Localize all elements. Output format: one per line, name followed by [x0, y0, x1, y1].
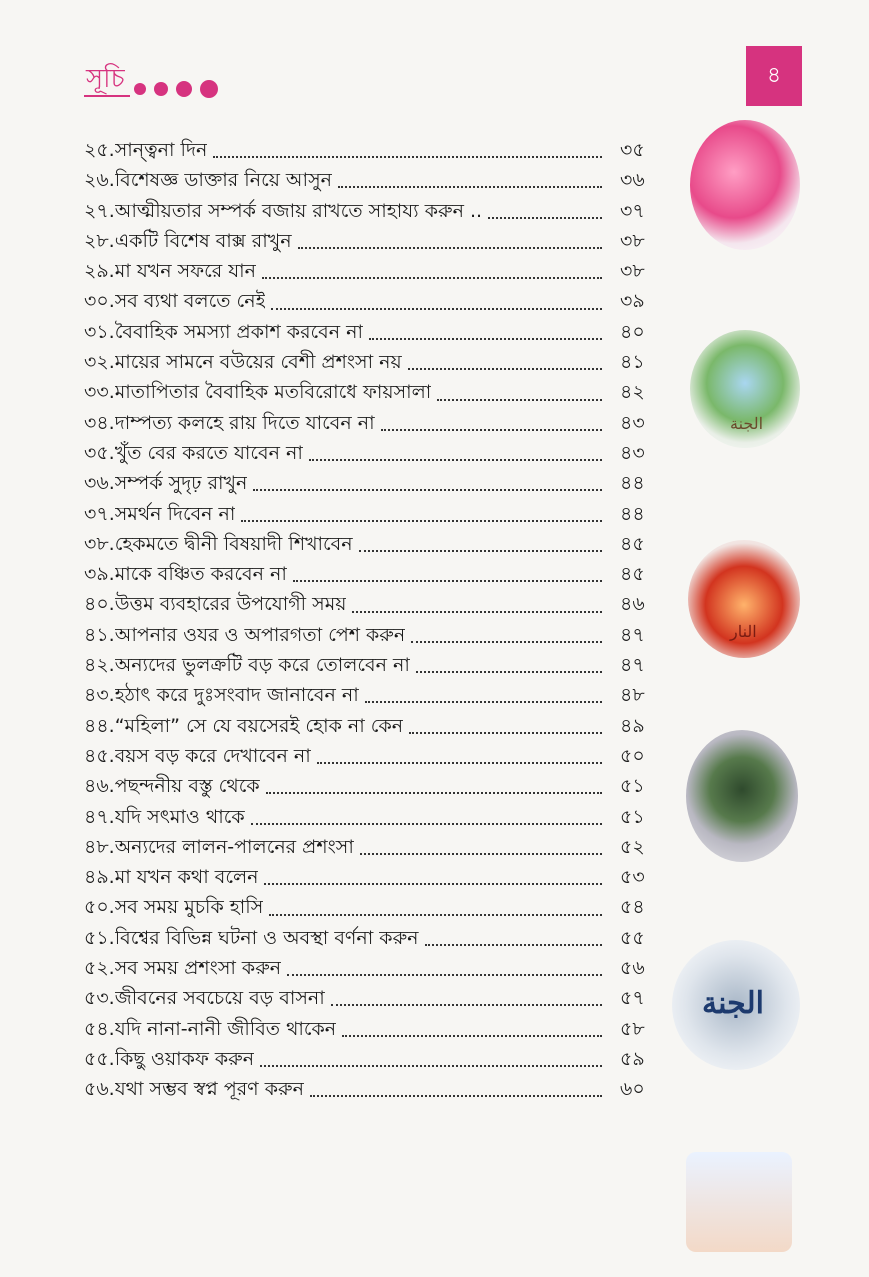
toc-item-page: ৪৪: [620, 502, 645, 525]
toc-item-number: ৪৮.: [84, 835, 115, 858]
toc-item-page: ৪১: [620, 351, 645, 374]
toc-item-page: ৪৭: [620, 654, 645, 677]
toc-item-number: ৪৭.: [84, 805, 115, 828]
toc-item-page: ৩৬: [620, 169, 645, 192]
dot-leader: [251, 823, 602, 825]
dot-leader: [488, 217, 602, 219]
toc-item: [84, 651, 680, 681]
dot-leader: [359, 550, 602, 552]
toc-item-number: ৫৫.: [84, 1047, 115, 1070]
toc-item-title: একটি বিশেষ বাক্স রাখুন: [114, 229, 292, 252]
toc-item-number: ৫৪.: [84, 1017, 115, 1040]
toc-item-page: ৫৫: [620, 926, 645, 949]
paradise-dome-image: [690, 330, 800, 448]
toc-item-number: ৩০.: [84, 290, 115, 313]
dot-leader: [271, 308, 602, 310]
dot-leader: [408, 368, 602, 370]
toc-item-title: খুঁত বের করতে যাবেন না: [114, 441, 303, 464]
toc-item: [84, 954, 680, 984]
toc-item-title: যদি সৎমাও থাকে: [114, 805, 245, 828]
toc-item: [84, 984, 680, 1014]
dot-leader: [365, 701, 602, 703]
dot-leader: [287, 974, 602, 976]
toc-item-page: ৫৪: [620, 896, 645, 919]
dome-label: النار: [730, 622, 757, 641]
toc-item: [84, 560, 680, 590]
dot-leader: [416, 671, 602, 673]
mosque-arch-image: [686, 1152, 792, 1252]
dot-leader: [409, 732, 602, 734]
toc-item-title: পছন্দনীয় বস্তু থেকে: [114, 775, 260, 798]
toc-item: [84, 1075, 680, 1105]
toc-item-title: অন্যদের লালন-পালনের প্রশংসা: [114, 835, 354, 858]
toc-item-title: বৈবাহিক সমস্যা প্রকাশ করবেন না: [114, 320, 363, 343]
toc-item-title: মা যখন সফরে যান: [114, 260, 256, 283]
toc-item: [84, 227, 680, 257]
dot-leader: [425, 944, 603, 946]
toc-item-page: ৩৭: [620, 199, 645, 222]
dot-leader: [260, 1065, 602, 1067]
toc-item-number: ২৭.: [84, 199, 115, 222]
dot-icon: [154, 82, 168, 96]
calligraphy-label: الجنة: [702, 986, 764, 1021]
toc-item-title: উত্তম ব্যবহারের উপযোগী সময়: [114, 593, 347, 616]
dot-leader: [293, 580, 602, 582]
dot-leader: [269, 914, 602, 916]
toc-item-number: ৩৪.: [84, 411, 115, 434]
toc-item-page: ৫১: [620, 775, 645, 798]
toc-item-title: সম্পর্ক সুদৃঢ় রাখুন: [114, 472, 248, 495]
toc-item-page: ৩৯: [620, 290, 645, 313]
toc-item-number: ৫২.: [84, 957, 115, 980]
toc-item-page: ৪৭: [620, 623, 645, 646]
dome-label: الجنة: [730, 414, 764, 433]
table-of-contents: [84, 136, 680, 1106]
toc-item-number: ৩৩.: [84, 381, 115, 404]
toc-item-page: ৩৫: [620, 139, 645, 161]
toc-item: [84, 803, 680, 833]
toc-item-page: ৫৭: [620, 987, 645, 1010]
toc-item: [84, 863, 680, 893]
dot-leader: [338, 186, 602, 188]
toc-item-page: ৫৮: [620, 1017, 645, 1040]
toc-item-number: ৩৫.: [84, 441, 115, 464]
toc-item-number: ৩৬.: [84, 472, 115, 495]
toc-item: [84, 348, 680, 378]
toc-item: [84, 590, 680, 620]
toc-item: [84, 681, 680, 711]
toc-item: [84, 742, 680, 772]
dot-leader: [309, 459, 602, 461]
toc-item: [84, 893, 680, 923]
dot-leader: [266, 792, 602, 794]
toc-item-page: ৪৮: [620, 684, 645, 707]
toc-item-page: ৪৫: [620, 532, 645, 555]
toc-item-number: ৪২.: [84, 654, 115, 677]
toc-item-page: ৪৪: [620, 472, 645, 495]
toc-item-title: সান্ত্বনা দিন: [114, 139, 208, 161]
toc-item: [84, 257, 680, 287]
toc-item: [84, 136, 680, 166]
toc-item: [84, 439, 680, 469]
toc-item-title: হঠাৎ করে দুঃসংবাদ জানাবেন না: [114, 684, 359, 707]
toc-item-number: ৪১.: [84, 623, 115, 646]
toc-item-title: বিশ্বের বিভিন্ন ঘটনা ও অবস্থা বর্ণনা করুন: [114, 926, 419, 949]
title-dots: [134, 80, 218, 98]
toc-item-number: ৪৬.: [84, 775, 115, 798]
dot-leader: [298, 247, 602, 249]
toc-item-title: যথা সম্ভব স্বপ্ন পূরণ করুন: [114, 1078, 304, 1101]
toc-item-title: আপনার ওযর ও অপারগতা পেশ করুন: [114, 623, 406, 646]
toc-item-title: যদি নানা-নানী জীবিত থাকেন: [114, 1017, 337, 1040]
toc-item-title: সব সময় প্রশংসা করুন: [114, 957, 282, 980]
toc-item: [84, 287, 680, 317]
dot-icon: [176, 81, 192, 97]
toc-item-page: ৪৬: [620, 593, 645, 616]
toc-item-page: ৩৮: [620, 260, 645, 283]
dot-leader: [241, 520, 602, 522]
toc-item-title: বয়স বড় করে দেখাবেন না: [114, 744, 311, 767]
toc-item-page: ৫৯: [620, 1047, 645, 1070]
toc-item-page: ৫৩: [620, 866, 645, 889]
dot-icon: [134, 83, 146, 95]
toc-item-number: ৩২.: [84, 351, 115, 374]
toc-item: [84, 1015, 680, 1045]
dot-leader: [310, 1095, 602, 1097]
page-number-badge: ৪: [746, 46, 802, 106]
toc-item-number: ৫৬.: [84, 1078, 115, 1101]
toc-item-title: মাতাপিতার বৈবাহিক মতবিরোধে ফায়সালা: [114, 381, 432, 404]
toc-item: [84, 197, 680, 227]
toc-item-title: সব সময় মুচকি হাসি: [114, 896, 264, 919]
toc-item-title: “মহিলা” সে যে বয়সেরই হোক না কেন: [114, 714, 404, 737]
toc-item: [84, 530, 680, 560]
dot-leader: [360, 853, 602, 855]
toc-item-page: ৪৫: [620, 563, 645, 586]
toc-item-page: ৫০: [620, 744, 645, 767]
toc-item-number: ২৬.: [84, 169, 115, 192]
toc-item-page: ৪৯: [620, 714, 645, 737]
dot-leader: [369, 338, 602, 340]
toc-item-title: সব ব্যথা বলতে নেই: [114, 290, 266, 313]
dot-leader: [331, 1004, 602, 1006]
toc-item-number: ২৫.: [84, 139, 115, 161]
toc-item-title: কিছু ওয়াকফ করুন: [114, 1047, 255, 1070]
toc-item-title: জীবনের সবচেয়ে বড় বাসনা: [114, 987, 325, 1010]
toc-item-page: ৬০: [620, 1078, 645, 1101]
toc-item-title: আত্মীয়তার সম্পর্ক বজায় রাখতে সাহায্য করুন ..: [114, 199, 483, 222]
toc-item: [84, 924, 680, 954]
toc-item: [84, 833, 680, 863]
page-title: সূচি: [86, 64, 125, 94]
toc-item: [84, 318, 680, 348]
jannah-calligraphy-image: [672, 940, 800, 1070]
toc-item-page: ৪০: [620, 320, 645, 343]
dot-leader: [437, 399, 602, 401]
toc-item-title: বিশেষজ্ঞ ডাক্তার নিয়ে আসুন: [114, 169, 332, 192]
dot-leader: [342, 1035, 602, 1037]
dot-leader: [317, 762, 602, 764]
dot-leader: [264, 883, 602, 885]
toc-item-number: ৪০.: [84, 593, 115, 616]
toc-item-page: ৫৬: [620, 957, 645, 980]
dot-leader: [381, 429, 602, 431]
toc-item-title: মাকে বঞ্চিত করবেন না: [114, 563, 287, 586]
toc-item: [84, 378, 680, 408]
toc-item: [84, 469, 680, 499]
toc-item-number: ৩৮.: [84, 532, 115, 555]
toc-item-page: ৪৩: [620, 411, 645, 434]
toc-item: [84, 409, 680, 439]
toc-item-title: অন্যদের ভুলক্রটি বড় করে তোলবেন না: [114, 654, 410, 677]
toc-item: [84, 772, 680, 802]
toc-item-number: ৪৪.: [84, 714, 115, 737]
toc-item: [84, 166, 680, 196]
toc-item: [84, 712, 680, 742]
toc-item-number: ৫৩.: [84, 987, 115, 1010]
toc-item: [84, 621, 680, 651]
toc-item-number: ৩৭.: [84, 502, 115, 525]
toc-item-number: ৩৯.: [84, 563, 115, 586]
toc-item-title: হেকমতে দ্বীনী বিষয়াদী শিখাবেন: [114, 532, 353, 555]
toc-item-page: ৫২: [620, 835, 645, 858]
dot-icon: [200, 80, 218, 98]
dot-leader: [213, 156, 602, 158]
toc-item: [84, 1045, 680, 1075]
toc-item-number: ৪৫.: [84, 744, 115, 767]
toc-item-title: মা যখন কথা বলেন: [114, 866, 259, 889]
fire-dome-image: [688, 540, 800, 658]
toc-item-number: ৪৯.: [84, 866, 115, 889]
dot-leader: [253, 489, 602, 491]
toc-item-title: মায়ের সামনে বউয়ের বেশী প্রশংসা নয়: [114, 351, 402, 374]
toc-item-title: দাম্পত্য কলহে রায় দিতে যাবেন না: [114, 411, 375, 434]
toc-item-number: ৪৩.: [84, 684, 115, 707]
toc-item-page: ৫১: [620, 805, 645, 828]
toc-item-page: ৪৩: [620, 441, 645, 464]
toc-item-number: ৫০.: [84, 896, 115, 919]
heart-tree-image: [686, 730, 798, 862]
toc-item-title: সমর্থন দিবেন না: [114, 502, 236, 525]
toc-item-number: ২৮.: [84, 229, 115, 252]
toc-item-number: ৩১.: [84, 320, 115, 343]
toc-item-number: ৫১.: [84, 926, 115, 949]
hearts-image: [690, 120, 800, 250]
toc-item-page: ৪২: [620, 381, 645, 404]
dot-leader: [352, 611, 602, 613]
dot-leader: [262, 277, 602, 279]
dot-leader: [411, 641, 602, 643]
title-underline: [84, 95, 130, 97]
toc-item-number: ২৯.: [84, 260, 115, 283]
toc-item-page: ৩৮: [620, 229, 645, 252]
toc-item: [84, 500, 680, 530]
